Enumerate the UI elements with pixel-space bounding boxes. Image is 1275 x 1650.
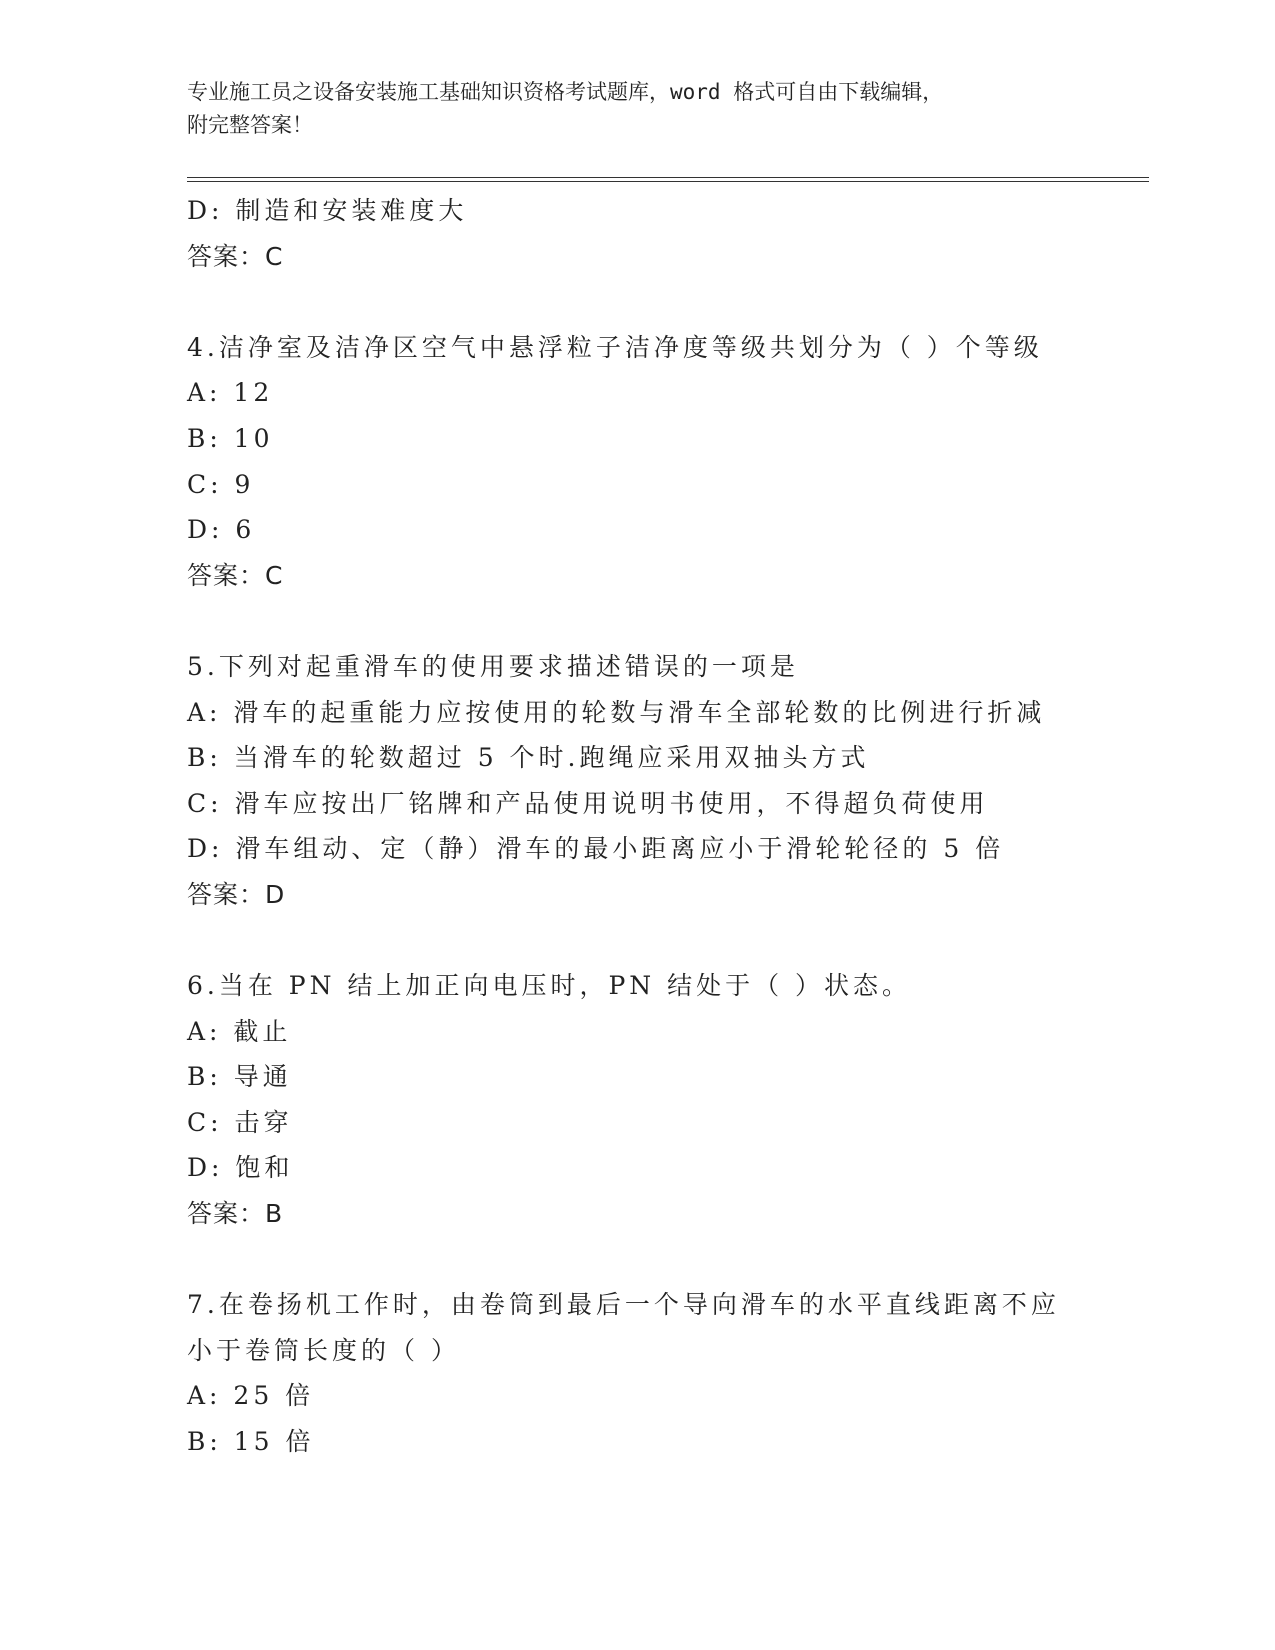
option-d: D: 饱和 bbox=[187, 1153, 294, 1183]
option-c: C: 滑车应按出厂铭牌和产品使用说明书使用，不得超负荷使用 bbox=[187, 788, 989, 818]
option-d: D: 6 bbox=[187, 515, 256, 545]
option-a: A: 滑车的起重能力应按使用的轮数与滑车全部轮数的比例进行折减 bbox=[187, 697, 1046, 727]
answer-line: 答案：C bbox=[187, 241, 284, 271]
question-4 bbox=[187, 325, 1087, 599]
option-c: C: 击穿 bbox=[187, 1107, 293, 1137]
spacer bbox=[187, 1237, 1087, 1283]
option-d: D: 制造和安装难度大 bbox=[187, 196, 468, 225]
spacer bbox=[187, 918, 1087, 964]
header-divider bbox=[187, 177, 1149, 182]
question-stem: 6.当在 PN 结上加正向电压时，PN 结处于（ ）状态。 bbox=[187, 971, 912, 1001]
question-5 bbox=[187, 644, 1087, 918]
spacer bbox=[187, 598, 1087, 644]
option-b: B: 当滑车的轮数超过 5 个时.跑绳应采用双抽头方式 bbox=[187, 743, 870, 773]
document-header bbox=[187, 76, 1087, 142]
option-a: A: 25 倍 bbox=[187, 1381, 315, 1411]
question-list bbox=[187, 188, 1087, 1465]
answer-line: 答案：C bbox=[187, 560, 284, 590]
option-b: B: 15 倍 bbox=[187, 1427, 315, 1457]
answer-line: 答案：D bbox=[187, 879, 286, 909]
question-7 bbox=[187, 1282, 1087, 1464]
header-line-1: 专业施工员之设备安装施工基础知识资格考试题库，word 格式可自由下载编辑， bbox=[187, 80, 944, 104]
spacer bbox=[187, 279, 1087, 325]
question-6 bbox=[187, 963, 1087, 1237]
answer-line: 答案：B bbox=[187, 1199, 284, 1229]
option-c: C: 9 bbox=[187, 469, 255, 499]
option-a: A: 12 bbox=[187, 378, 274, 408]
question-stem-line-1: 7.在卷扬机工作时，由卷筒到最后一个导向滑车的水平直线距离不应 bbox=[187, 1290, 1060, 1320]
option-d: D: 滑车组动、定（静）滑车的最小距离应小于滑轮轮径的 5 倍 bbox=[187, 834, 1005, 864]
question-stem: 4.洁净室及洁净区空气中悬浮粒子洁净度等级共划分为（ ）个等级 bbox=[187, 332, 1043, 362]
option-b: B: 10 bbox=[187, 423, 274, 453]
option-a: A: 截止 bbox=[187, 1016, 292, 1046]
question-stem: 5.下列对起重滑车的使用要求描述错误的一项是 bbox=[187, 651, 799, 681]
header-line-2: 附完整答案！ bbox=[187, 113, 313, 137]
option-b: B: 导通 bbox=[187, 1062, 292, 1092]
question-stem-line-2: 小于卷筒长度的（ ） bbox=[187, 1335, 460, 1365]
